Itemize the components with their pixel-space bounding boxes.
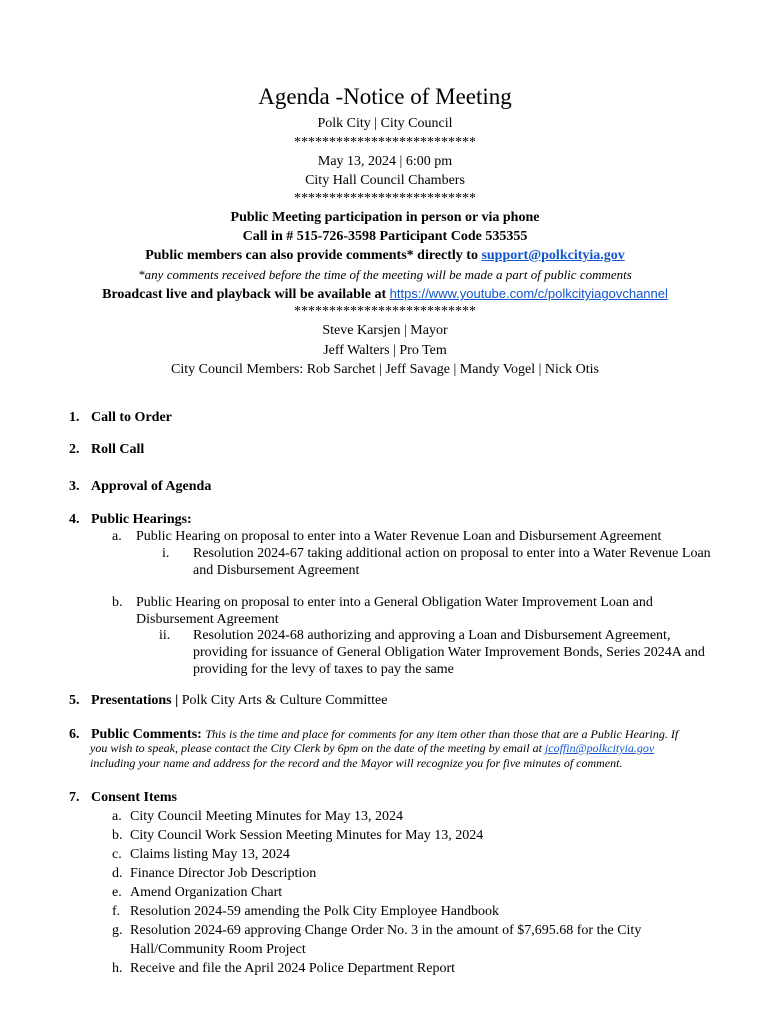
consent-item [112,921,641,940]
council-members-line: City Council Members: Rob Sarchet | Jeff Savage | Mandy Vogel | Nick Otis [171,362,599,377]
item-label: Approval of Agenda [91,479,212,494]
agenda-item-roll-call [69,441,144,459]
consent-item [112,883,282,902]
item-number: 1. [69,410,80,425]
item-label: Consent Items [91,790,177,805]
item-label: Public Comments: [91,727,202,742]
comments-note: *any comments received before the time of the meeting will be made a part of public comments [138,267,632,282]
sub-mark: e. [112,885,122,900]
sub-mark: a. [112,809,122,824]
meeting-location: City Hall Council Chambers [305,173,465,188]
item-number: 6. [69,727,80,742]
hearing-b-resolution [159,627,670,644]
comments-prefix: Public members can also provide comments* directly to [145,248,482,263]
agenda-item-approval-of-agenda [69,478,211,496]
sub-text: Public Hearing on proposal to enter into a General Obligation Water Improvement Loan and [136,595,653,610]
item-label: Public Hearings: [91,512,192,527]
sub-text: Public Hearing on proposal to enter into a Water Revenue Loan and Disbursement Agreement [136,529,662,544]
separator-stars: ************************** [294,304,476,319]
sub-mark: a. [112,529,122,544]
sub-mark: c. [112,847,122,862]
item-label: Roll Call [91,442,145,457]
sub-mark: b. [112,828,123,843]
separator-stars: ************************** [294,135,476,150]
meeting-datetime: May 13, 2024 | 6:00 pm [317,154,453,169]
sub-mark: ii. [159,628,171,643]
consent-item [112,902,499,921]
sub-mark: h. [112,961,123,976]
sub-text: Finance Director Job Description [130,866,317,881]
protem-line: Jeff Walters | Pro Tem [323,343,447,358]
sub-text: City Council Work Session Meeting Minutes for May 13, 2024 [130,828,484,843]
hearing-b-resolution-cont: providing for the levy of taxes to pay the same [193,662,454,677]
sub-mark: f. [112,904,121,919]
public-comments-text: This is the time and place for comments for any item other than those that are a Public Hearing. If [205,727,679,741]
item-number: 3. [69,479,80,494]
consent-item [112,959,455,978]
sub-text: Resolution 2024-68 authorizing and approving a Loan and Disbursement Agreement, [193,628,671,643]
sub-text: Resolution 2024-69 approving Change Order No. 3 in the amount of $7,695.68 for the City [130,923,642,938]
callin-line: Call in # 515-726-3598 Participant Code 535355 [242,229,528,244]
consent-item [112,826,483,845]
agenda-item-call-to-order [69,409,172,427]
sub-mark: d. [112,866,123,881]
sub-text: Claims listing May 13, 2024 [130,847,290,862]
public-comments-text: you wish to speak, please contact the City Clerk by 6pm on the date of the meeting by email at [90,741,545,755]
item-detail: Polk City Arts & Culture Committee [178,693,388,708]
item-number: 7. [69,790,80,805]
consent-item-cont [112,940,306,959]
sub-text: Hall/Community Room Project [130,942,306,957]
agenda-item-consent-items [69,789,177,807]
sub-text: Resolution 2024-59 amending the Polk City Employee Handbook [130,904,500,919]
broadcast-prefix: Broadcast live and playback will be available at [102,287,390,302]
sub-mark: i. [162,546,170,561]
item-number: 2. [69,442,80,457]
agenda-item-public-hearings [69,511,192,529]
item-label: Presentations | [91,693,179,708]
sub-text: Amend Organization Chart [130,885,283,900]
comments-line [0,246,770,265]
hearing-a [112,528,661,545]
public-comments-text-line2 [90,741,730,757]
item-label: Call to Order [91,410,172,425]
sub-text: Resolution 2024-67 taking additional action on proposal to enter into a Water Revenue Loan [193,546,711,561]
item-number: 4. [69,512,80,527]
broadcast-line [0,284,770,304]
item-number: 5. [69,693,80,708]
hearing-a-resolution-cont: and Disbursement Agreement [193,563,360,578]
consent-item [112,845,290,864]
hearing-b-cont: Disbursement Agreement [136,612,279,627]
consent-item [112,864,316,883]
participation-line: Public Meeting participation in person or via phone [230,210,540,225]
mayor-line: Steve Karsjen | Mayor [322,323,448,338]
hearing-a-resolution [162,545,711,562]
page-title: Agenda -Notice of Meeting [258,84,512,109]
clerk-email-link[interactable]: jcoffin@polkcityia.gov [544,741,655,755]
public-comments-text-line3: including your name and address for the record and the Mayor will recognize you for five minutes of comment. [90,756,623,770]
support-email-link[interactable]: support@polkcityia.gov [481,248,625,263]
youtube-channel-link[interactable]: https://www.youtube.com/c/polkcityiagovchannel [389,286,668,301]
hearing-b [112,594,653,611]
sub-mark: g. [112,923,123,938]
hearing-b-resolution-cont: providing for issuance of General Obligation Water Improvement Bonds, Series 2024A and [193,645,705,660]
sub-text: City Council Meeting Minutes for May 13, 2024 [130,809,403,824]
agenda-item-presentations [69,692,387,710]
separator-stars: ************************** [294,191,476,206]
sub-text: Receive and file the April 2024 Police Department Report [130,961,456,976]
organization-line: Polk City | City Council [317,116,453,131]
consent-item [112,807,403,826]
sub-mark: b. [112,595,123,610]
